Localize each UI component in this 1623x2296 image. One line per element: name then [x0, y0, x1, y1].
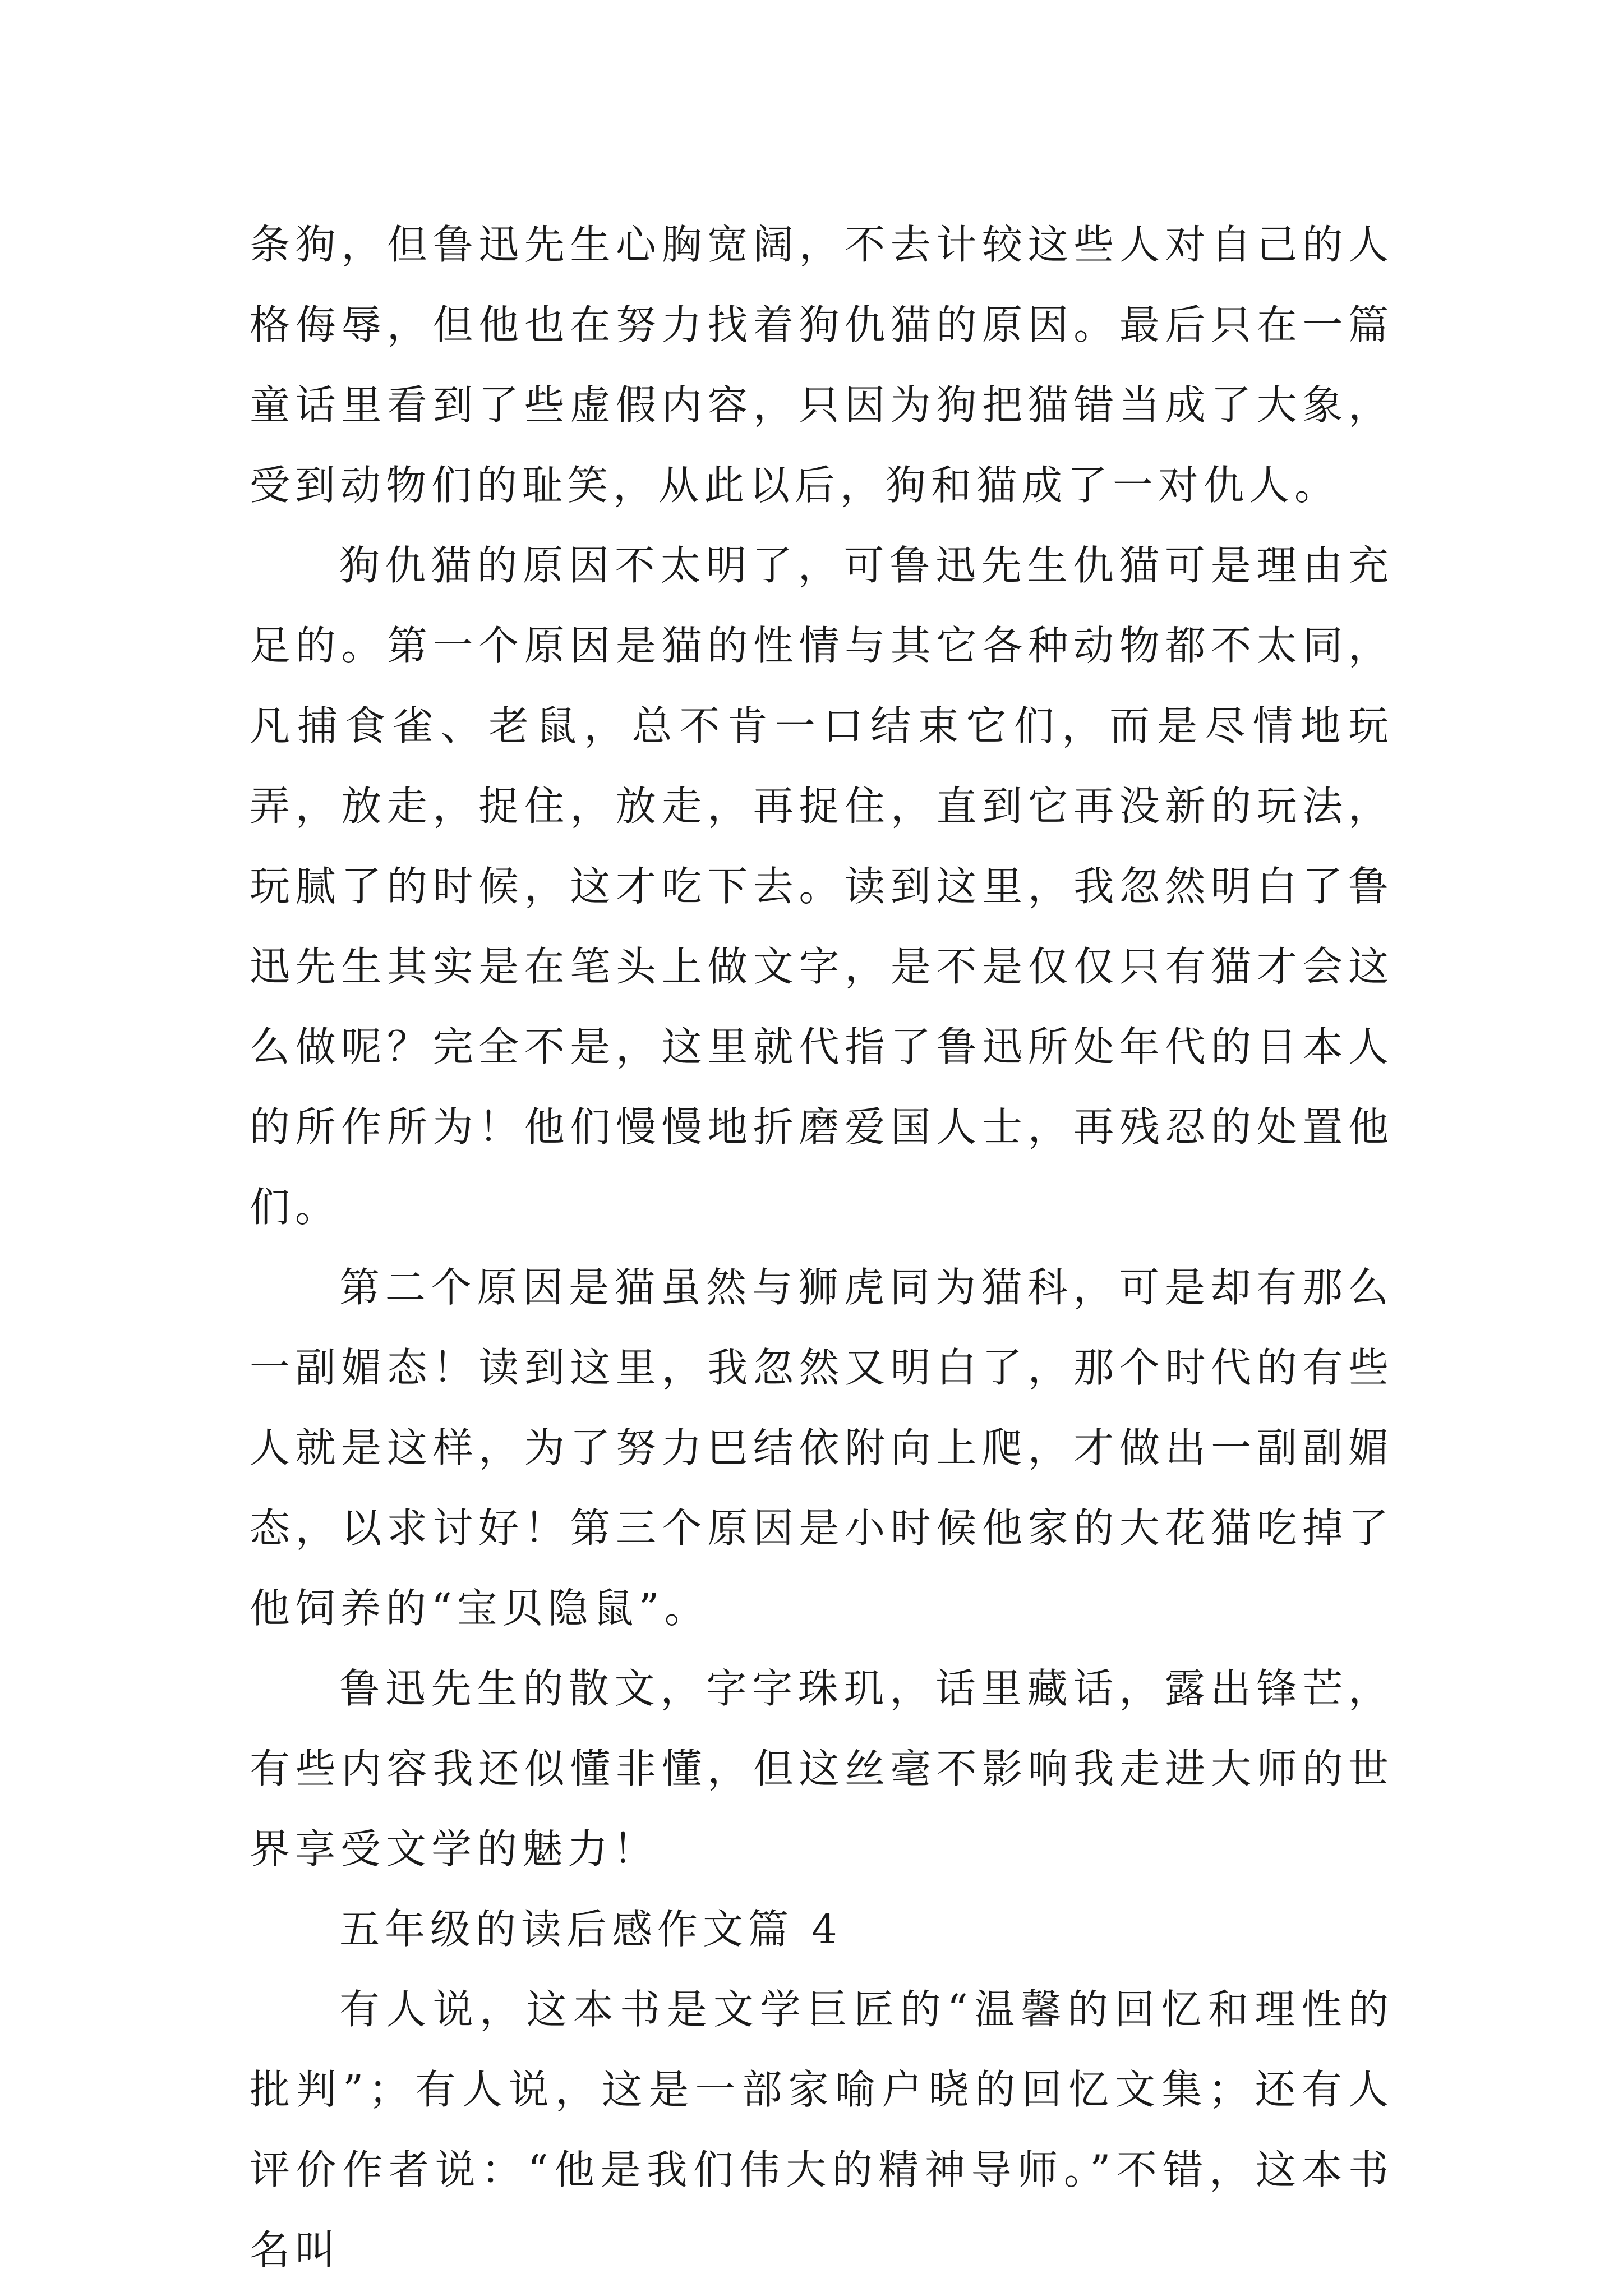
paragraph-reasons-two-three: 第二个原因是猫虽然与狮虎同为猫科，可是却有那么一副媚态！读到这里，我忽然又明白了，那个时代的有些人就是这样，为了努力巴结依附向上爬，才做出一副副媚态，以求讨好！第三个原因是小时候他家的大花猫吃掉了他饲养的“宝贝隐鼠”。 [250, 1264, 1394, 1632]
paragraph-continuation: 条狗，但鲁迅先生心胸宽阔，不去计较这些人对自己的人格侮辱，但他也在努力找着狗仇猫的原因。最后只在一篇童话里看到了些虚假内容，只因为狗把猫错当成了大象，受到动物们的耻笑，从此以后，狗和猫成了一对仇人。 [250, 221, 1394, 509]
section-heading: 五年级的读后感作文篇 4 [339, 1906, 842, 1953]
paragraph-reasons-one: 狗仇猫的原因不太明了，可鲁迅先生仇猫可是理由充足的。第一个原因是猫的性情与其它各种动物都不太同，凡捕食雀、老鼠，总不肯一口结束它们，而是尽情地玩弄，放走，捉住，放走，再捉住，直到它再没新的玩法，玩腻了的时候，这才吃下去。读到这里，我忽然明白了鲁迅先生其实是在笔头上做文字，是不是仅仅只有猫才会这么做呢？完全不是，这里就代指了鲁迅所处年代的日本人的所作所为！他们慢慢地折磨爱国人士，再残忍的处置他们。 [250, 542, 1394, 1231]
document-body [250, 205, 1394, 2290]
paragraph-conclusion: 鲁迅先生的散文，字字珠玑，话里藏话，露出锋芒，有些内容我还似懂非懂，但这丝毫不影响我走进大师的世界享受文学的魅力！ [250, 1665, 1394, 1872]
paragraph-section-four-start: 有人说，这本书是文学巨匠的“温馨的回忆和理性的批判”；有人说，这是一部家喻户晓的回忆文集；还有人评价作者说：“他是我们伟大的精神导师。”不错，这本书名叫 [250, 1986, 1394, 2274]
